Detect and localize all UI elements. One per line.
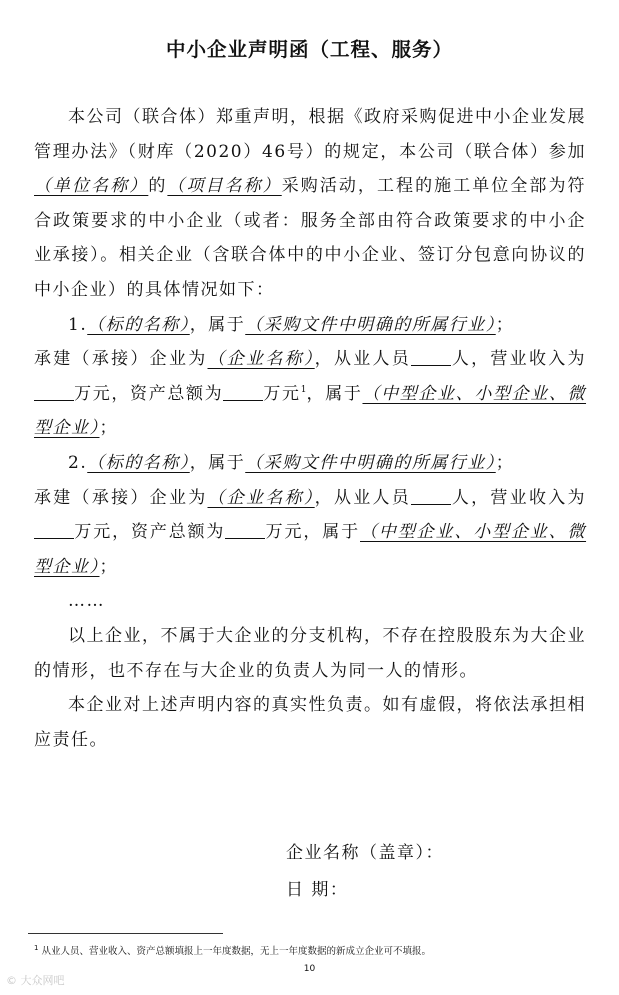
project-name-field[interactable]: （项目名称） bbox=[167, 176, 282, 197]
bid-name-field[interactable]: （标的名称） bbox=[87, 314, 190, 335]
item-text: 万元，资产总额为 bbox=[74, 383, 224, 404]
footnote-text: 从业人员、营业收入、资产总额填报上一年度数据，无上一年度数据的新成立企业可不填报。 bbox=[41, 946, 432, 957]
item-text: 承建（承接）企业为 bbox=[34, 349, 208, 370]
item-text: ，从业人员 bbox=[314, 349, 412, 370]
page-number: 10 bbox=[303, 964, 316, 974]
item-text: ； bbox=[495, 314, 515, 335]
item-text: 万元，资产总额为 bbox=[74, 522, 226, 543]
intro-text-3: 采购活动，工程的施工单位全部为符合政策要求的中小企业（或者：服务全部由符合政策要求的中小企业承接）。相关企业（含联合体中的中小企业、签订分包意向协议的中小企业）的具体情况如下： bbox=[34, 176, 587, 300]
item-text: ； bbox=[99, 556, 118, 577]
footnote-mark: 1 bbox=[34, 944, 39, 952]
revenue-blank[interactable] bbox=[34, 522, 74, 539]
footnote-ref: 1 bbox=[300, 384, 307, 395]
item-text: 承建（承接）企业为 bbox=[34, 487, 208, 508]
company-size-field[interactable]: （中型企业、小型企业、微型企业） bbox=[34, 522, 587, 577]
item-text: ，属于 bbox=[189, 452, 246, 473]
ellipsis: …… bbox=[68, 591, 105, 612]
document-title: 中小企业声明函（工程、服务） bbox=[165, 38, 453, 61]
responsibility-paragraph: 本企业对上述声明内容的真实性负责。如有虚假，将依法承担相应责任。 bbox=[34, 695, 586, 750]
staff-count-blank[interactable] bbox=[411, 349, 451, 366]
item-2 bbox=[34, 446, 586, 481]
bid-name-field[interactable]: （标的名称） bbox=[87, 452, 190, 473]
item-text: ，属于 bbox=[306, 383, 363, 404]
intro-paragraph bbox=[34, 100, 586, 308]
industry-field[interactable]: （采购文件中明确的所属行业） bbox=[245, 452, 496, 473]
document-body bbox=[34, 100, 586, 757]
item-1-details bbox=[34, 342, 586, 446]
company-seal-label: 企业名称（盖章）： bbox=[286, 843, 444, 863]
intro-text-1: 本公司（联合体）郑重声明，根据《政府采购促进中小企业发展管理办法》（财库（2020）46号）的规定，本公司（联合体）参加 bbox=[34, 107, 586, 162]
industry-field[interactable]: （采购文件中明确的所属行业） bbox=[245, 314, 496, 335]
company-size-field[interactable]: （中型企业、小型企业、微型企业） bbox=[34, 383, 587, 439]
item-text: 万元 bbox=[263, 383, 301, 404]
item-text: 人，营业收入为 bbox=[451, 349, 587, 370]
company-name-field[interactable]: （企业名称） bbox=[207, 487, 315, 508]
item-number: 2. bbox=[68, 452, 88, 473]
footnote-divider bbox=[28, 933, 223, 934]
assets-blank[interactable] bbox=[225, 522, 265, 539]
item-number: 1. bbox=[68, 314, 88, 335]
unit-name-field[interactable]: （单位名称） bbox=[34, 176, 149, 197]
item-2-details bbox=[34, 481, 586, 585]
item-text: 万元 bbox=[265, 522, 304, 543]
item-text: ，属于 bbox=[303, 522, 361, 543]
item-text: ，属于 bbox=[189, 314, 246, 335]
item-text: ； bbox=[99, 418, 118, 439]
item-1 bbox=[34, 308, 586, 343]
footnote bbox=[34, 943, 594, 957]
declaration-paragraph: 以上企业，不属于大企业的分支机构，不存在控股股东为大企业的情形，也不存在与大企业的负责人为同一人的情形。 bbox=[34, 625, 586, 681]
item-text: 人，营业收入为 bbox=[451, 487, 587, 508]
revenue-blank[interactable] bbox=[34, 384, 74, 401]
watermark: © 大众网吧 bbox=[6, 974, 65, 987]
staff-count-blank[interactable] bbox=[411, 488, 451, 505]
intro-text-2: 的 bbox=[148, 176, 168, 197]
item-text: ； bbox=[495, 452, 515, 473]
date-label: 日 期： bbox=[286, 880, 349, 900]
assets-blank[interactable] bbox=[223, 384, 263, 401]
company-name-field[interactable]: （企业名称） bbox=[207, 349, 315, 370]
item-text: ，从业人员 bbox=[314, 487, 412, 508]
